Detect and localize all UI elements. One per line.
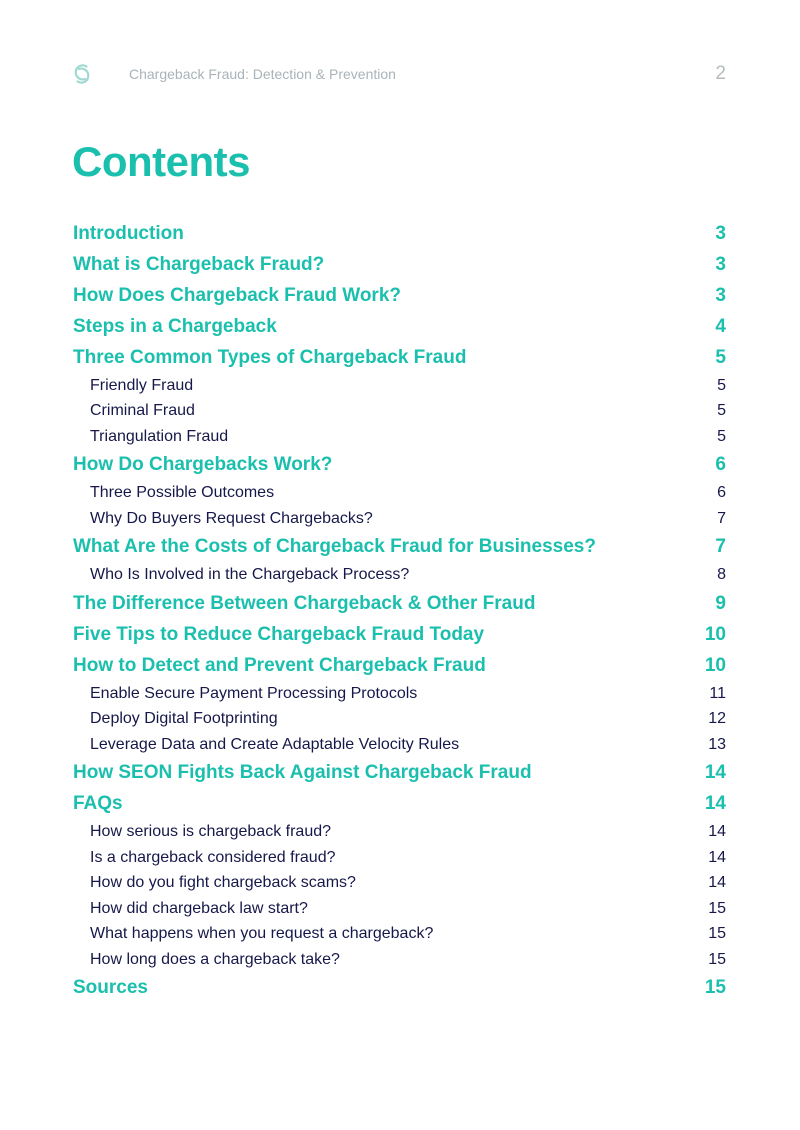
toc-entry-page: 13 [708, 735, 726, 753]
toc-entry-label: What happens when you request a chargeback? [90, 925, 434, 943]
toc-entry-page: 5 [717, 427, 726, 445]
seon-logo-icon [73, 63, 91, 85]
document-title: Chargeback Fraud: Detection & Prevention [129, 66, 396, 82]
toc-subentry[interactable] [73, 947, 726, 973]
toc-entry[interactable] [73, 280, 726, 311]
toc-entry-label: How serious is chargeback fraud? [90, 823, 332, 841]
toc-entry-page: 5 [715, 346, 726, 368]
toc-entry-label: How did chargeback law start? [90, 899, 308, 917]
toc-entry-label: How Do Chargebacks Work? [73, 454, 333, 475]
toc-entry-label: Leverage Data and Create Adaptable Velocity Rules [90, 735, 460, 753]
toc-entry[interactable] [73, 450, 726, 481]
table-of-contents [73, 218, 726, 1004]
toc-entry-page: 6 [717, 484, 726, 502]
toc-entry-label: Sources [73, 977, 148, 998]
toc-entry-page: 7 [717, 509, 726, 527]
toc-entry-page: 8 [717, 566, 726, 584]
toc-entry-page: 15 [704, 977, 726, 998]
toc-entry-page: 5 [717, 402, 726, 420]
toc-entry-label: Three Possible Outcomes [90, 484, 275, 502]
toc-entry-page: 12 [708, 710, 726, 728]
toc-entry[interactable] [73, 973, 726, 1004]
toc-subentry[interactable] [73, 871, 726, 897]
toc-entry-label: Enable Secure Payment Processing Protocols [90, 684, 418, 702]
toc-entry[interactable] [73, 758, 726, 789]
toc-entry-page: 5 [717, 376, 726, 394]
toc-subentry[interactable] [73, 707, 726, 733]
toc-subentry[interactable] [73, 820, 726, 846]
toc-subentry[interactable] [73, 481, 726, 507]
toc-entry-label: What is Chargeback Fraud? [73, 253, 325, 275]
toc-entry-label: Triangulation Fraud [90, 427, 229, 445]
toc-entry[interactable] [73, 789, 726, 820]
toc-entry-page: 15 [708, 950, 726, 968]
toc-entry-label: The Difference Between Chargeback & Other Fraud [73, 592, 536, 614]
toc-entry-label: Friendly Fraud [90, 376, 194, 394]
contents-heading: Contents [72, 138, 250, 185]
page-number: 2 [715, 63, 726, 84]
toc-entry-label: Why Do Buyers Request Chargebacks? [90, 509, 373, 527]
toc-entry-label: How to Detect and Prevent Chargeback Fraud [73, 654, 486, 676]
toc-subentry[interactable] [73, 922, 726, 948]
toc-entry-page: 6 [715, 454, 726, 475]
toc-entry-page: 10 [704, 623, 726, 645]
toc-entry[interactable] [73, 588, 726, 619]
toc-entry-page: 3 [715, 222, 726, 244]
toc-entry[interactable] [73, 532, 726, 563]
toc-entry-label: Criminal Fraud [90, 402, 195, 420]
toc-entry-page: 9 [715, 592, 726, 614]
toc-entry[interactable] [73, 342, 726, 373]
toc-entry-page: 10 [704, 654, 726, 676]
toc-subentry[interactable] [73, 424, 726, 450]
toc-entry[interactable] [73, 650, 726, 681]
toc-entry-page: 15 [708, 925, 726, 943]
toc-entry[interactable] [73, 311, 726, 342]
toc-entry-page: 3 [715, 253, 726, 275]
toc-entry-page: 15 [708, 899, 726, 917]
page-header [73, 63, 726, 87]
toc-subentry[interactable] [73, 373, 726, 399]
toc-subentry[interactable] [73, 681, 726, 707]
toc-entry-label: Introduction [73, 222, 184, 244]
toc-entry-label: How Does Chargeback Fraud Work? [73, 284, 401, 306]
toc-entry-label: Who Is Involved in the Chargeback Process? [90, 566, 410, 584]
toc-subentry[interactable] [73, 563, 726, 589]
toc-entry-label: How long does a chargeback take? [90, 950, 340, 968]
toc-entry[interactable] [73, 218, 726, 249]
toc-entry-page: 14 [704, 793, 726, 814]
toc-entry-label: Three Common Types of Chargeback Fraud [73, 346, 467, 368]
toc-subentry[interactable] [73, 399, 726, 425]
toc-entry-page: 7 [715, 536, 726, 557]
toc-entry-label: Five Tips to Reduce Chargeback Fraud Today [73, 623, 485, 645]
toc-entry-label: Deploy Digital Footprinting [90, 710, 278, 728]
toc-entry-label: FAQs [73, 793, 123, 814]
toc-entry-label: Is a chargeback considered fraud? [90, 848, 336, 866]
toc-entry-label: Steps in a Chargeback [73, 315, 277, 337]
toc-subentry[interactable] [73, 506, 726, 532]
toc-entry-page: 4 [715, 315, 726, 337]
toc-subentry[interactable] [73, 845, 726, 871]
toc-entry-page: 14 [708, 823, 726, 841]
toc-subentry[interactable] [73, 732, 726, 758]
toc-subentry[interactable] [73, 896, 726, 922]
toc-entry-page: 11 [709, 684, 726, 702]
toc-entry-label: What Are the Costs of Chargeback Fraud for Businesses? [73, 536, 596, 557]
toc-entry-page: 3 [715, 284, 726, 306]
toc-entry-page: 14 [708, 874, 726, 892]
toc-entry-page: 14 [708, 848, 726, 866]
toc-entry[interactable] [73, 249, 726, 280]
toc-entry-page: 14 [704, 762, 726, 783]
toc-entry-label: How do you fight chargeback scams? [90, 874, 356, 892]
toc-entry-label: How SEON Fights Back Against Chargeback Fraud [73, 762, 532, 783]
toc-entry[interactable] [73, 619, 726, 650]
